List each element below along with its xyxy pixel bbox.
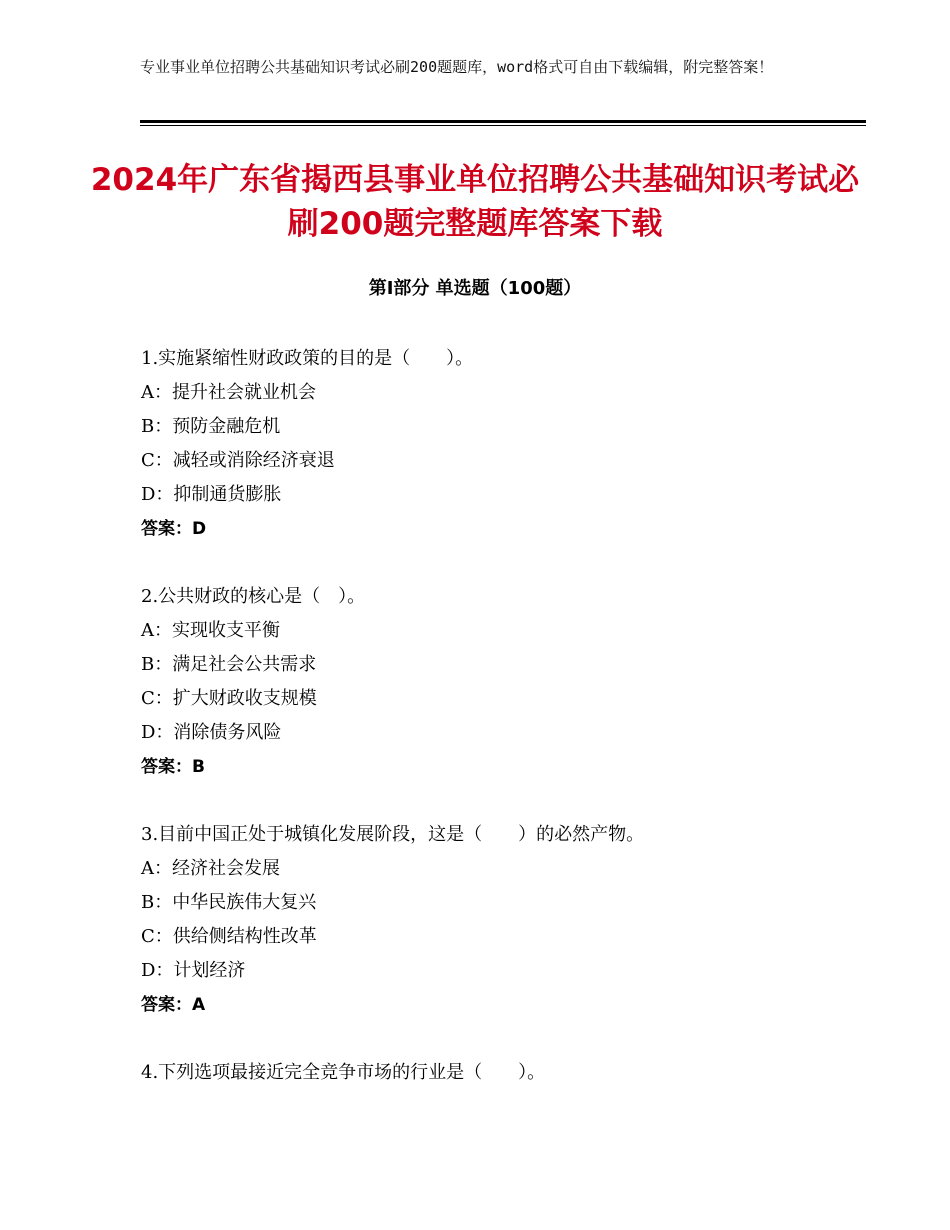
question-2 — [141, 580, 861, 784]
header-note: 专业事业单位招聘公共基础知识考试必刷200题题库，word格式可自由下载编辑，附完整答案！ — [140, 58, 774, 76]
option-b: B：预防金融危机 — [141, 416, 281, 437]
option-b: B：中华民族伟大复兴 — [141, 892, 317, 913]
question-4 — [141, 1056, 861, 1090]
question-3 — [141, 818, 861, 1022]
question-stem: 4.下列选项最接近完全竞争市场的行业是（ ）。 — [141, 1062, 546, 1083]
option-c: C：扩大财政收支规模 — [141, 688, 317, 709]
option-a: A：提升社会就业机会 — [141, 382, 316, 403]
header-rule-thick — [140, 120, 866, 123]
answer: 答案：B — [141, 757, 205, 777]
answer: 答案：A — [141, 995, 206, 1015]
option-c: C：减轻或消除经济衰退 — [141, 450, 335, 471]
option-d: D：抑制通货膨胀 — [141, 484, 282, 505]
question-stem: 3.目前中国正处于城镇化发展阶段，这是（ ）的必然产物。 — [141, 824, 645, 845]
header-rule-thin — [140, 125, 866, 126]
answer: 答案：D — [141, 519, 207, 539]
option-a: A：经济社会发展 — [141, 858, 280, 879]
document-title: 2024年广东省揭西县事业单位招聘公共基础知识考试必刷200题完整题库答案下载 — [90, 162, 860, 242]
option-a: A：实现收支平衡 — [141, 620, 280, 641]
question-1 — [141, 342, 861, 546]
option-b: B：满足社会公共需求 — [141, 654, 317, 675]
option-d: D：计划经济 — [141, 960, 246, 981]
option-d: D：消除债务风险 — [141, 722, 282, 743]
question-stem: 2.公共财政的核心是（ ）。 — [141, 586, 366, 607]
option-c: C：供给侧结构性改革 — [141, 926, 317, 947]
question-list — [141, 342, 861, 1124]
question-stem: 1.实施紧缩性财政政策的目的是（ ）。 — [141, 348, 474, 369]
section-heading: 第Ⅰ部分 单选题（100题） — [368, 278, 582, 299]
